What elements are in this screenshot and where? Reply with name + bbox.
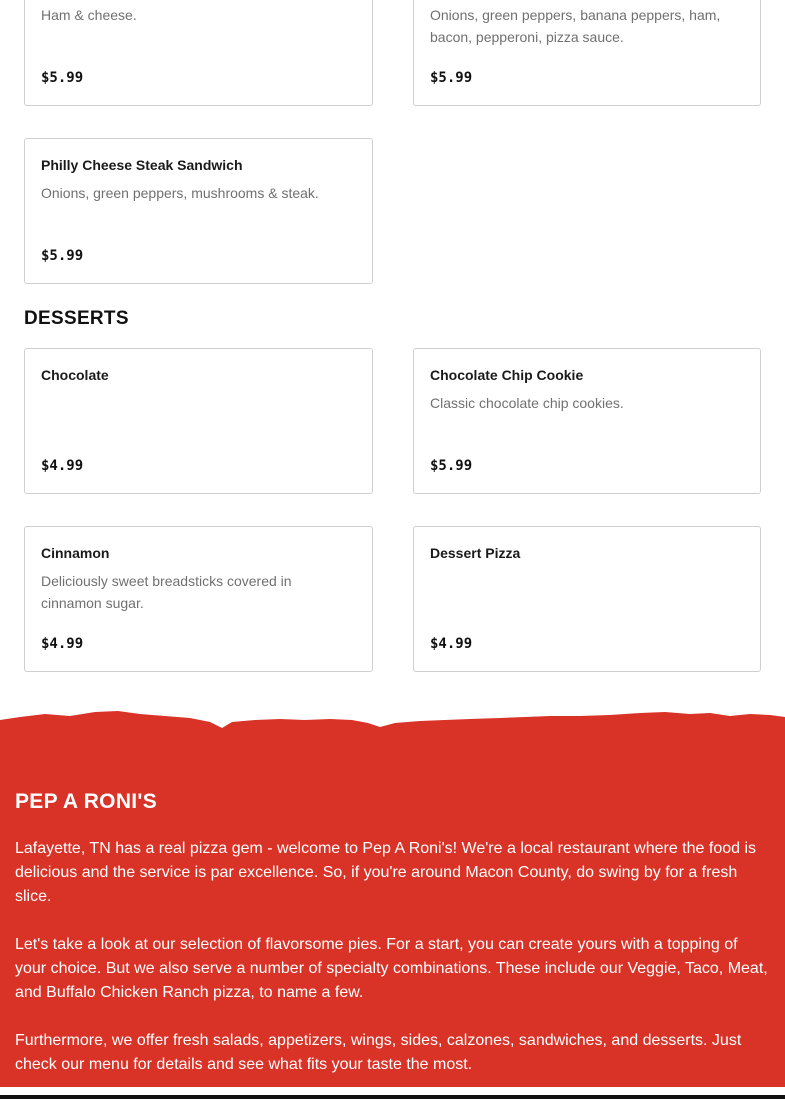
menu-item-name: Cinnamon [41,545,110,561]
menu-item-description: Classic chocolate chip cookies. [430,395,624,411]
menu-item-price: $5.99 [41,70,84,86]
footer-about [0,708,785,1099]
menu-item-price: $4.99 [41,636,84,652]
menu-item-price: $5.99 [41,248,84,264]
footer-paragraph-2: Let's take a look at our selection of flavorsome pies. For a start, you can create yours with a topping of your choice. But we also serve a number of specialty combinations. These include our Veggie, Taco, Meat, and Buffalo Chicken Ranch pizza, to name a few. [15,936,768,1001]
bottom-bar [0,1095,785,1099]
menu-item-price: $5.99 [430,70,473,86]
menu-item-price: $4.99 [430,636,473,652]
menu-item-card-cinnamon[interactable] [24,526,373,672]
menu-item-description: Ham & cheese. [41,7,137,23]
menu-item-description: Onions, green peppers, mushrooms & steak. [41,185,319,201]
menu-item-name: Dessert Pizza [430,545,521,561]
footer-paragraph-1: Lafayette, TN has a real pizza gem - welcome to Pep A Roni's! We're a local restaurant where the food is delicious and the service is par excellence. So, if you're around Macon County, do swing by for a fresh slice. [15,840,757,905]
footer-paragraph-3: Furthermore, we offer fresh salads, appetizers, wings, sides, calzones, sandwiches, and desserts. Just check our menu for details and see what fits your taste the most. [15,1032,742,1073]
footer-title: PEP A RONI'S [15,790,158,813]
menu-item-card[interactable] [413,0,761,106]
menu-item-price: $5.99 [430,458,473,474]
menu-item-description: Onions, green peppers, banana peppers, ham, bacon, pepperoni, pizza sauce. [430,7,721,45]
footer-background [0,730,785,1087]
menu-item-description: Deliciously sweet breadsticks covered in cinnamon sugar. [41,573,292,611]
menu-item-card[interactable] [24,0,373,106]
menu-item-card-chocolate[interactable] [24,348,373,494]
menu-item-name: Chocolate Chip Cookie [430,367,584,383]
menu-item-name: Philly Cheese Steak Sandwich [41,157,243,173]
menu-item-name: Chocolate [41,367,109,383]
menu-item-card-chocolate-chip-cookie[interactable] [413,348,761,494]
menu-item-card-dessert-pizza[interactable] [413,526,761,672]
menu-item-card-philly-cheese-steak[interactable] [24,138,373,284]
menu-item-price: $4.99 [41,458,84,474]
section-title-desserts: DESSERTS [24,308,129,329]
